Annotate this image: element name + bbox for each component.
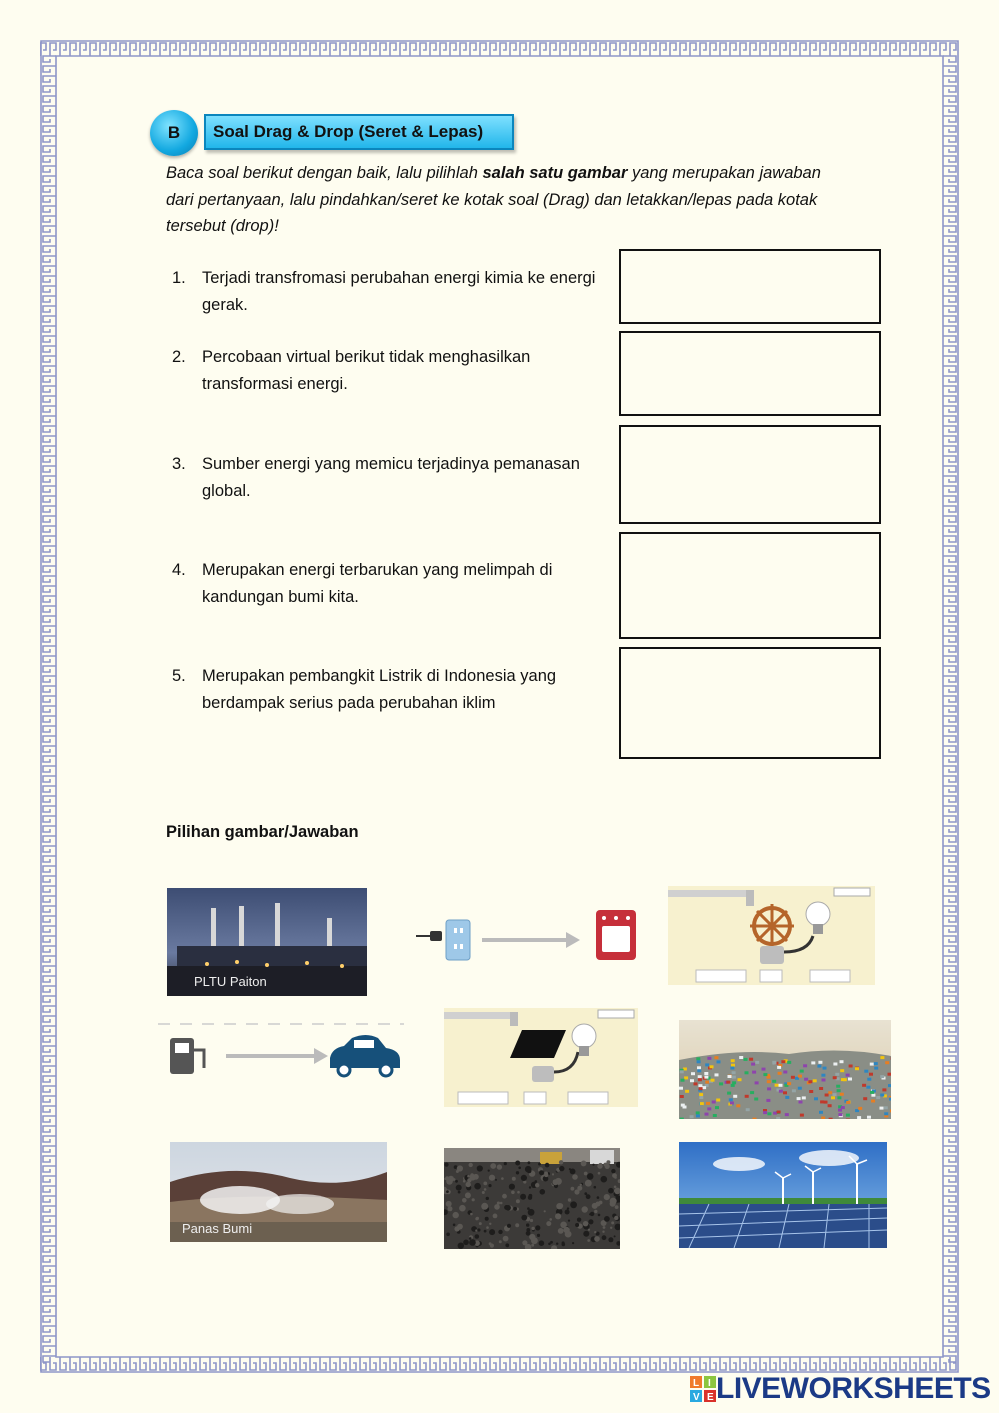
question-2 xyxy=(172,344,612,397)
question-number: 1. xyxy=(172,269,186,287)
choice-solar-wind[interactable] xyxy=(679,1142,887,1248)
section-badge xyxy=(150,110,198,156)
plug-icon xyxy=(430,931,442,941)
instructions-part1: Baca soal berikut dengan baik, lalu pilihlah xyxy=(166,164,483,182)
drop-zone-4[interactable] xyxy=(619,532,881,639)
section-title-label: Soal Drag & Drop (Seret & Lepas) xyxy=(213,122,484,141)
liveworksheets-logo-icon xyxy=(690,1376,716,1402)
choice-plug-to-stove[interactable] xyxy=(410,900,642,970)
question-number: 3. xyxy=(172,455,186,473)
choice-pltu-paiton[interactable] xyxy=(167,888,367,996)
question-text: Sumber energi yang memicu terjadinya pemanasan global. xyxy=(202,455,580,500)
question-3 xyxy=(172,451,612,504)
drop-zone-2[interactable] xyxy=(619,331,881,416)
choice-solar-panel-sim[interactable] xyxy=(444,1008,638,1107)
question-text: Merupakan pembangkit Listrik di Indonesia yang berdampak serius pada perubahan iklim xyxy=(202,667,557,712)
question-5 xyxy=(172,663,612,716)
plastic-waste-image xyxy=(679,1020,891,1119)
question-text: Merupakan energi terbarukan yang melimpah di kandungan bumi kita. xyxy=(202,561,553,606)
drop-zone-1[interactable] xyxy=(619,249,881,324)
choice-coal[interactable] xyxy=(444,1148,620,1249)
svg-text:L: L xyxy=(693,1378,700,1389)
drop-zone-5[interactable] xyxy=(619,647,881,759)
drop-zone-3[interactable] xyxy=(619,425,881,524)
question-number: 4. xyxy=(172,561,186,579)
svg-text:E: E xyxy=(707,1392,714,1402)
question-text: Percobaan virtual berikut tidak menghasilkan transformasi energi. xyxy=(202,348,531,393)
instructions xyxy=(166,160,846,240)
svg-text:I: I xyxy=(708,1378,711,1389)
solar-wind-image xyxy=(679,1142,887,1248)
fuel-to-car-diagram xyxy=(156,1020,406,1084)
bulb-icon xyxy=(806,902,830,926)
image-caption: PLTU Paiton xyxy=(194,974,267,989)
coal-image xyxy=(444,1148,620,1249)
image-caption: Panas Bumi xyxy=(182,1221,253,1236)
question-number: 2. xyxy=(172,348,186,366)
choice-geothermal[interactable] xyxy=(170,1142,387,1242)
section-title xyxy=(204,114,514,150)
question-text: Terjadi transfromasi perubahan energi kimia ke energi gerak. xyxy=(202,269,596,314)
section-badge-label: B xyxy=(167,123,181,142)
choice-plastic-waste[interactable] xyxy=(679,1020,891,1119)
liveworksheets-logo xyxy=(690,1372,991,1406)
socket-icon xyxy=(446,920,470,960)
brand-name: LIVEWORKSHEETS xyxy=(716,1372,991,1405)
bulb-icon xyxy=(572,1024,596,1048)
question-4 xyxy=(172,557,612,610)
solar-panel-bulb-simulation xyxy=(444,1008,638,1107)
plug-to-stove-diagram xyxy=(410,900,642,970)
question-number: 5. xyxy=(172,667,186,685)
water-wheel-bulb-simulation xyxy=(668,886,875,985)
choices-title: Pilihan gambar/Jawaban xyxy=(166,823,359,841)
choice-water-wheel-sim[interactable] xyxy=(668,886,875,985)
svg-text:V: V xyxy=(693,1392,700,1402)
instructions-part2: yang merupakan jawaban dari pertanyaan, lalu pindahkan/seret ke kotak soal (Drag) dan letakkan/lepas pada kotak tersebut (drop)! xyxy=(166,164,821,235)
question-1 xyxy=(172,265,612,318)
instructions-bold: salah satu gambar xyxy=(482,164,628,182)
car-icon xyxy=(330,1035,400,1068)
choice-fuel-to-car[interactable] xyxy=(156,1020,406,1084)
